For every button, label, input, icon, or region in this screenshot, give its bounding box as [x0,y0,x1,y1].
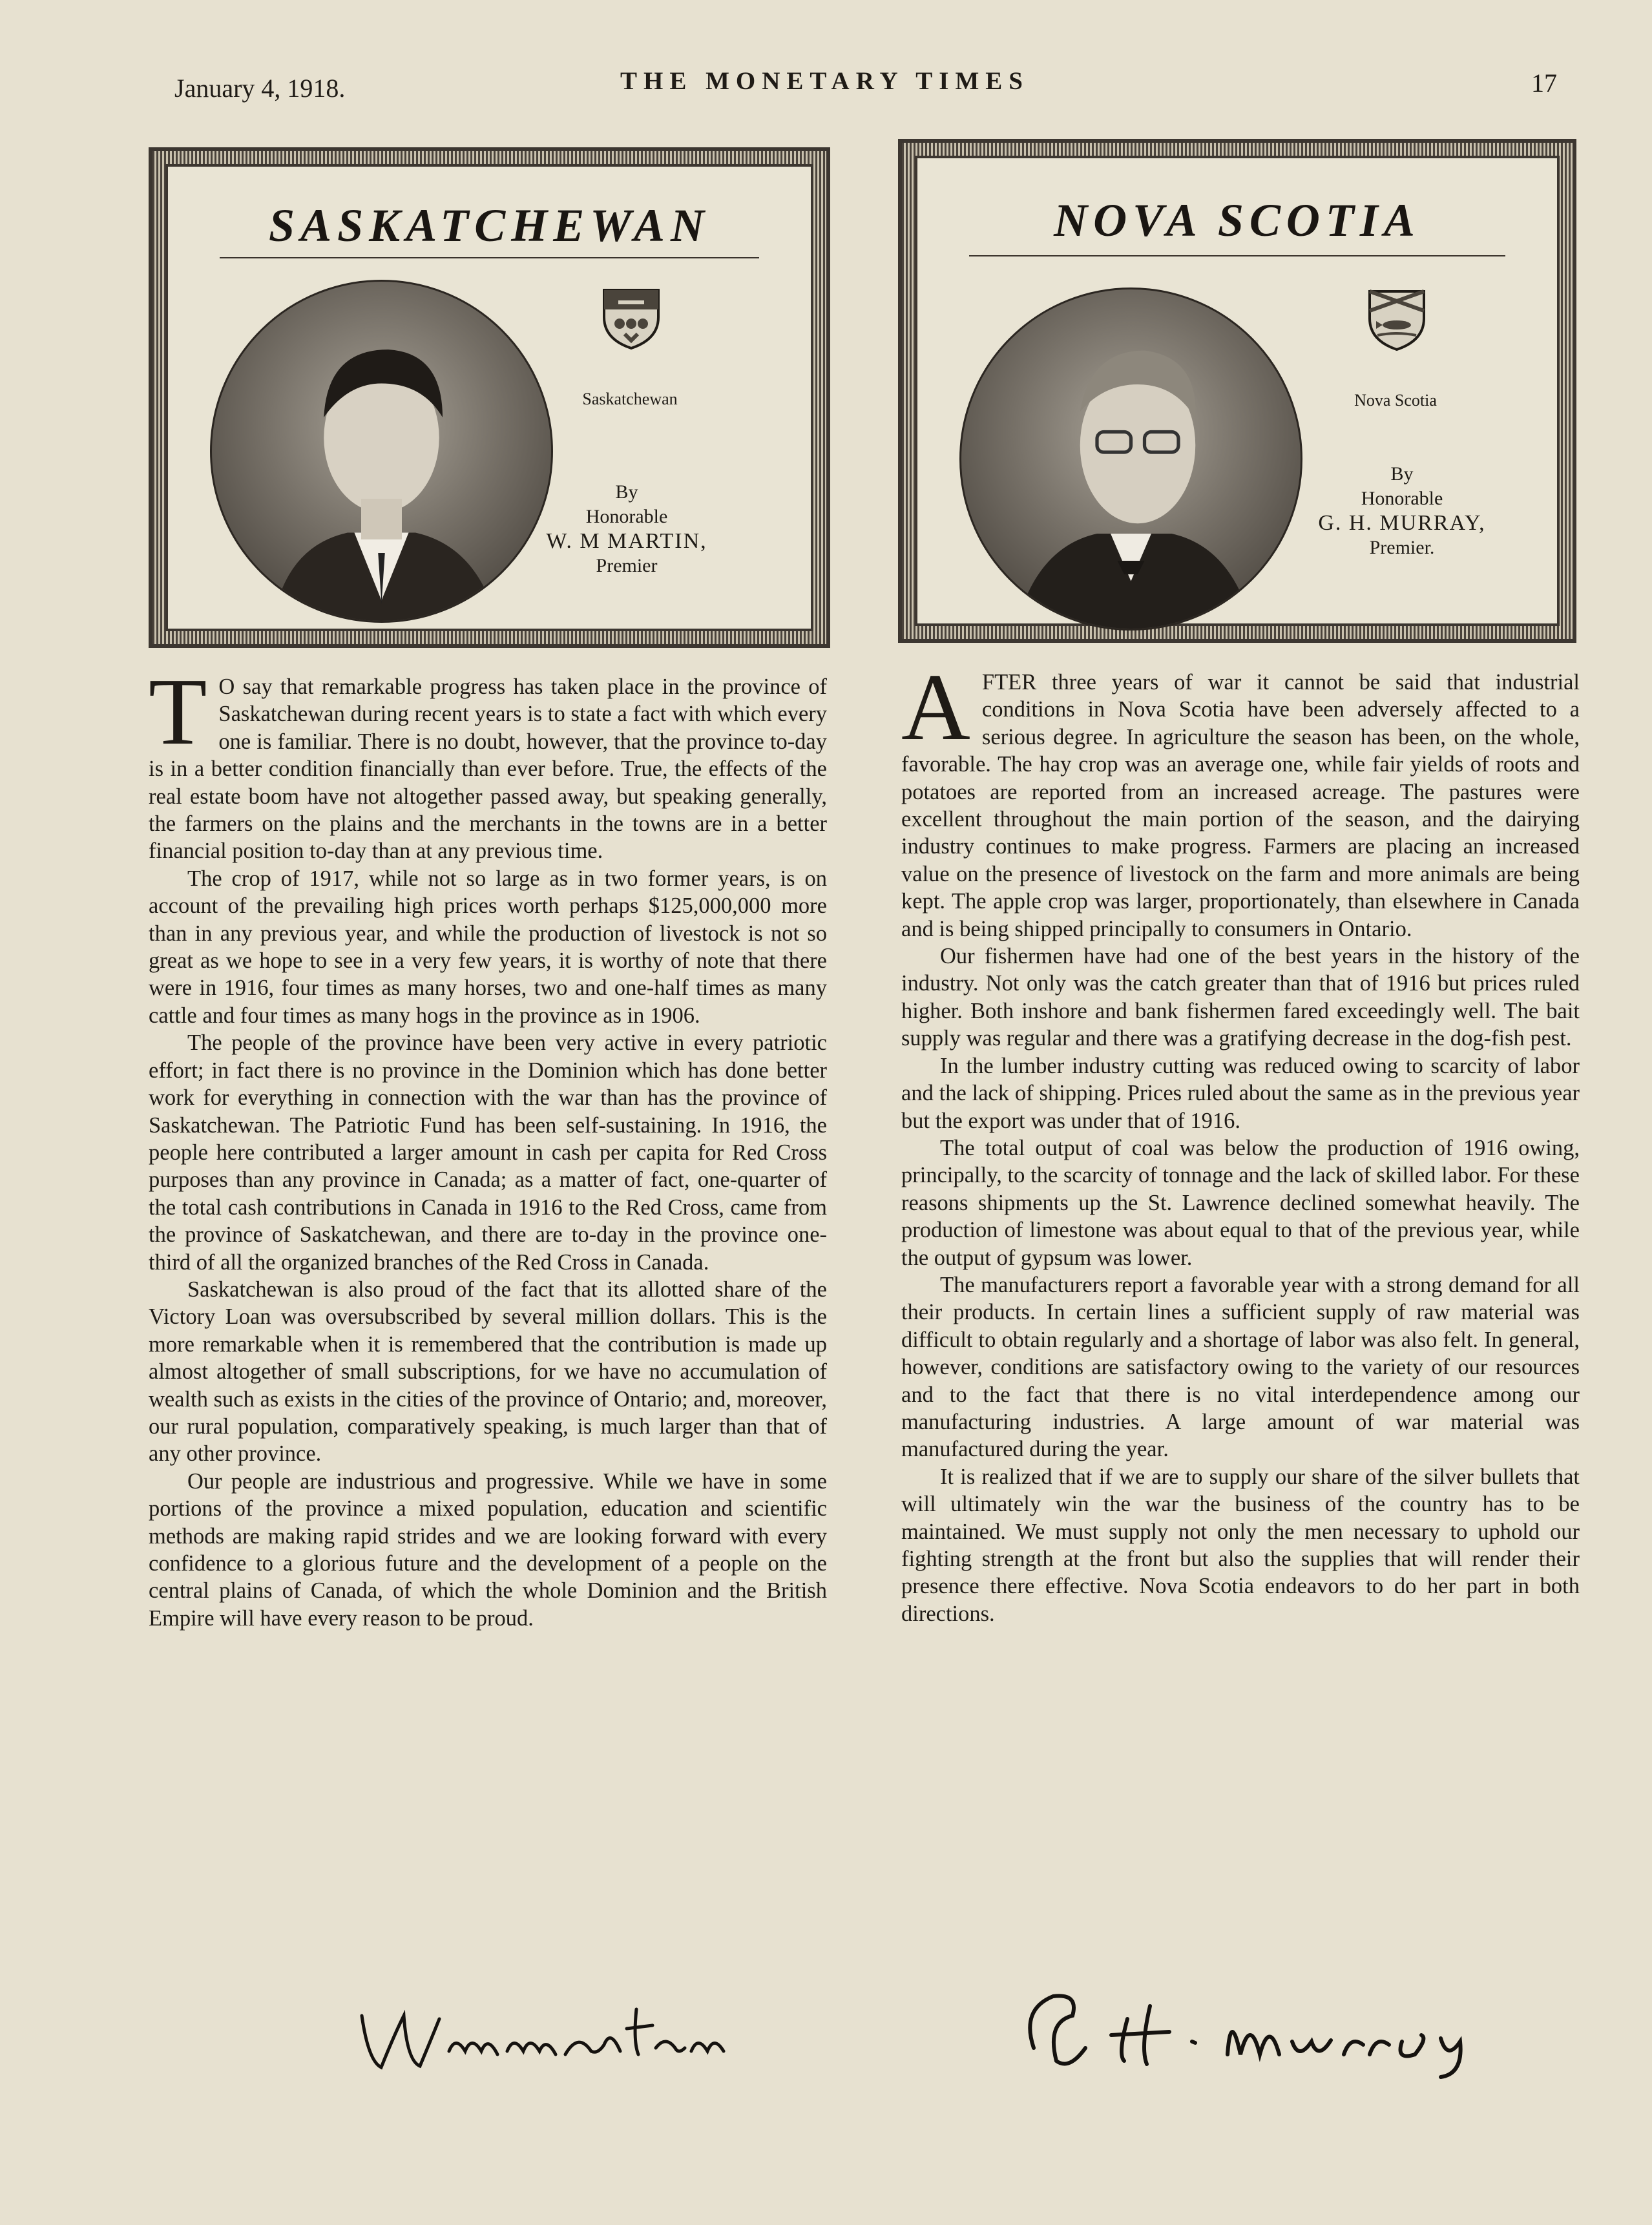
saskatchewan-title: SASKATCHEWAN [269,200,710,251]
title-rule [969,255,1505,256]
nova-scotia-crest-icon [1363,287,1430,352]
article-paragraph: The manufacturers report a favorable year with a strong demand for all their products. In certain lines a sufficient supply of raw material was difficult to obtain regularly and a shortage of labor was also felt. In general, however, conditions are satisfactory owing to the variety of our resources and to the fact that there is no vital interdependence among our manufacturing industries. A large amount of war material was manufactured during the year. [901,1272,1580,1462]
honorific: Honorable [585,506,668,527]
drop-cap: T [149,659,207,765]
publication-title: THE MONETARY TIMES [620,67,1029,95]
article-paragraph: In the lumber industry cutting was reduced owing to scarcity of labor and the lack of shipping. Prices ruled about the same as in the previous year but the export was under that of 1916. [901,1053,1580,1133]
page-number: 17 [1531,68,1557,98]
article-paragraph: The crop of 1917, while not so large as in two former years, is on account of the prevailing high prices worth perhaps $125,000,000 more than in any previous year, and while the production of livestock is not so great as we hope to see in a very few years, it is worthy of note that there were in 1916, four times as many horses, two and one-half times as many cattle and four times as many hogs in the province as in 1906. [149,866,827,1028]
author-role: Premier. [1369,537,1435,558]
saskatchewan-article [149,659,827,1632]
issue-date: January 4, 1918. [174,74,346,103]
nova-scotia-title: NOVA SCOTIA [1054,194,1421,246]
martin-portrait [210,280,553,623]
article-paragraph: Our people are industrious and progressive. While we have in some portions of the province a mixed population, education and scientific methods are making rapid strides and we are looking forward with every confidence to a glorious future and the development of a people on the central plains of Canada, of which the whole Dominion and the British Empire will have every reason to be proud. [149,1468,827,1631]
article-paragraph: The total output of coal was below the production of 1916 owing, principally, to the scarcity of tonnage and the lack of skilled labor. For these reasons shipments up the St. Lawrence declined somewhat heavily. The production of limestone was about equal to that of the previous year, while the output of gypsum was lower. [901,1135,1580,1270]
honorific: Honorable [1361,488,1443,509]
article-paragraph: It is realized that if we are to supply our share of the silver bullets that will ultimately win the war the business of the country has to be maintained. We must supply not only the men necessary to uphold our fighting strength at the front but also the supplies that will render their presence there effective. Nova Scotia endeavors to do her part in both directions. [901,1464,1580,1626]
paragraph-text: FTER three years of war it cannot be said that industrial conditions in Nova Scotia have been adversely affected to a serious degree. In agriculture the season has been, on the whole, favorable. The hay crop was an average one, while fair yields of roots and potatoes are reported from an increased acreage. The pastures were excellent throughout the main portion of the season, and the dairying industry continues to make progress. Farmers are placing an increased value on the presence of livestock on the farm and more animals are being kept. The apple crop was larger, proportionately, than elsewhere in Canada and is being shipped principally to consumers in Ontario. [901,670,1580,941]
martin-signature [342,1990,795,2087]
murray-signature [1008,1983,1589,2080]
nova-scotia-article [901,654,1580,1627]
paragraph-text: O say that remarkable progress has taken place in the province of Saskatchewan during recent years is to state a fact with which every one is familiar. There is no doubt, however, that the province to-day is in a better condition financially than ever before. True, the effects of the real estate boom have not altogether passed away, but speaking generally, the farmers on the plains and the merchants in the towns are in a better financial position to-day than at any previous time. [149,674,827,864]
author-role: Premier [596,555,658,576]
nova-scotia-box-inner [915,156,1560,626]
saskatchewan-box-inner [165,164,813,631]
running-header [174,61,1557,103]
by-label: By [615,481,638,503]
murray-portrait [959,287,1302,631]
by-label: By [1390,463,1414,485]
murray-byline [1286,462,1518,560]
author-name: G. H. MURRAY, [1318,511,1486,535]
saskatchewan-feature-box [149,147,830,648]
saskatchewan-crest-icon [598,286,665,351]
nova-scotia-crest-label: Nova Scotia [1354,391,1437,410]
nova-scotia-feature-box [898,139,1576,643]
drop-cap: A [901,654,970,760]
martin-byline [510,480,743,578]
author-name: W. M MARTIN, [546,529,707,553]
saskatchewan-crest-label: Saskatchewan [582,390,678,408]
title-rule [220,257,759,258]
article-paragraph: Saskatchewan is also proud of the fact that its allotted share of the Victory Loan was oversubscribed by several million dollars. This is the more remarkable when it is remembered that the contribution is made up almost altogether of small subscriptions, for we have no accumulation of wealth such as exists in the cities of the province of Ontario; and, moreover, our rural population, comparatively speaking, is much larger than that of any other province. [149,1277,827,1467]
article-paragraph [901,654,1580,943]
article-paragraph: Our fishermen have had one of the best years in the history of the industry. Not only was the catch greater than that of 1916 but prices ruled higher. Both inshore and bank fishermen fared exceedingly well. The bait supply was regular and there was a gratifying decrease in the dog-fish pest. [901,944,1580,1051]
article-paragraph: The people of the province have been very active in every patriotic effort; in fact there is no province in the Dominion which has done better work for everything in connection with the war than has the province of Saskatchewan. The Patriotic Fund has been self-sustaining. In 1916, the people here contributed a larger amount in cash per capita for Red Cross purposes than any province in Canada; as a matter of fact, one-quarter of the total cash contributions in Canada in 1916 to the Red Cross, came from the province of Saskatchewan, and there are to-day in the province one-third of all the organized branches of the Red Cross in Canada. [149,1030,827,1275]
article-paragraph [149,659,827,865]
